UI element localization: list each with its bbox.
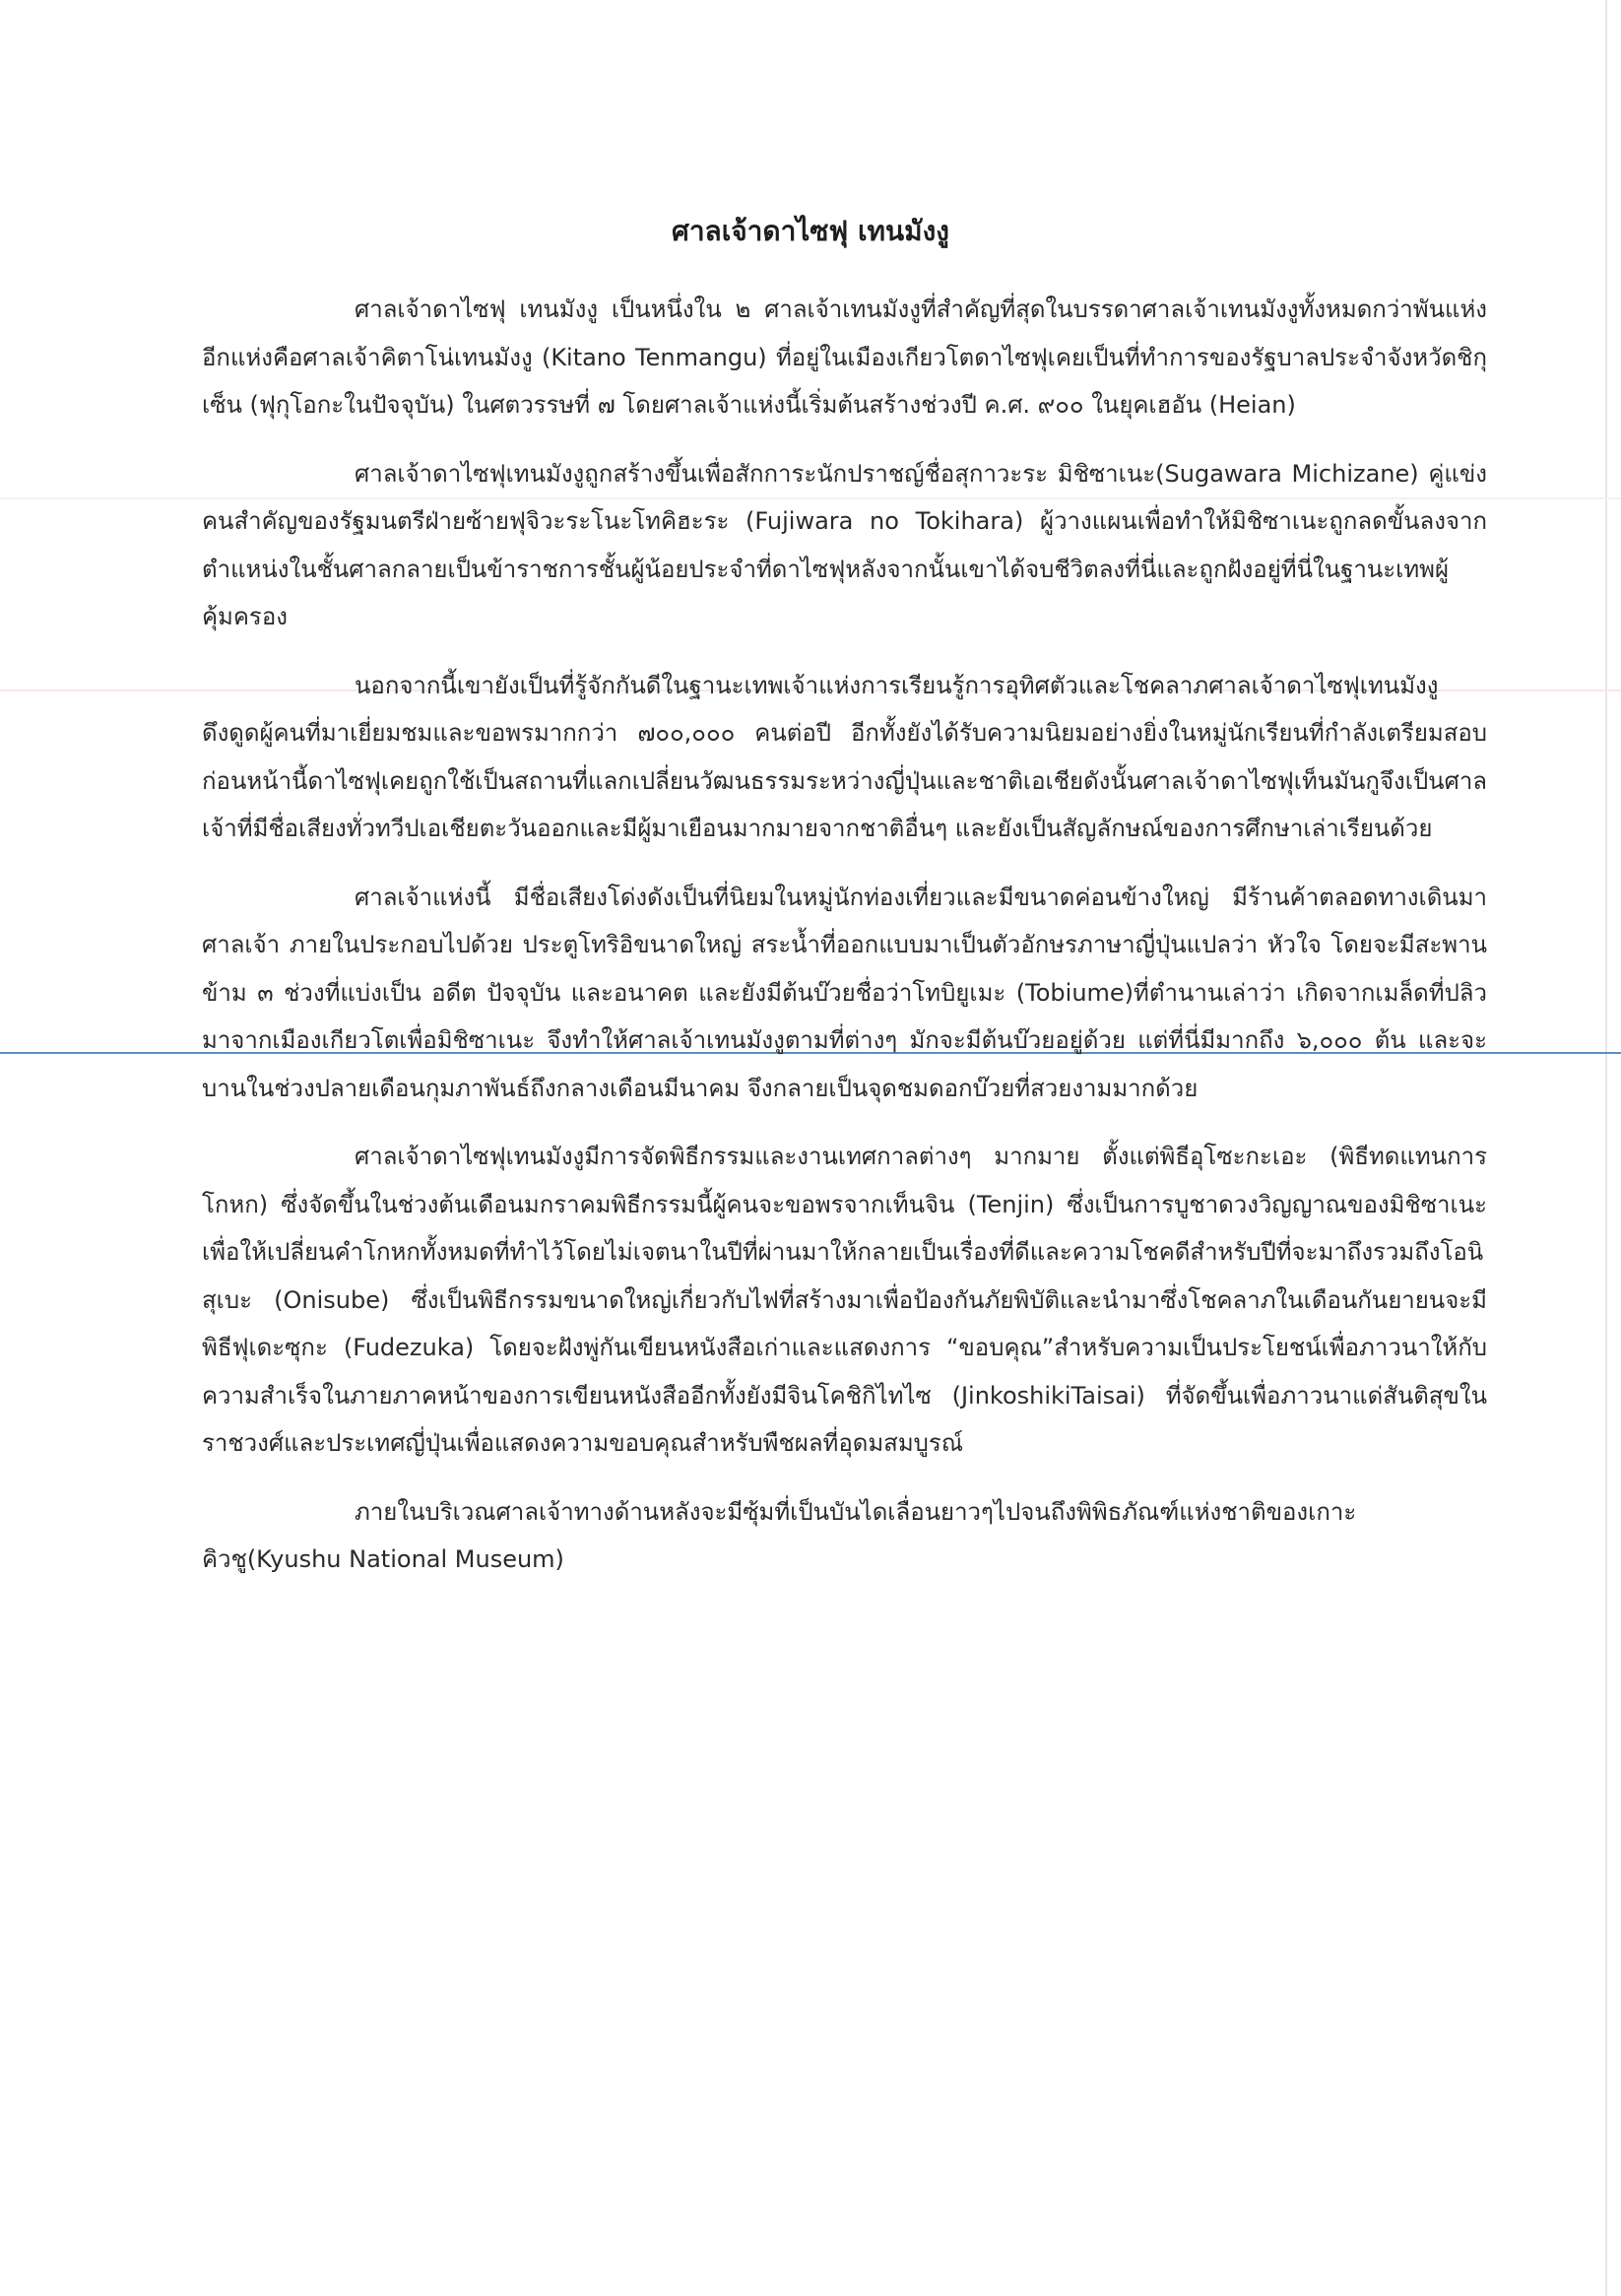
- page-edge: [1605, 0, 1607, 2296]
- paragraph-5: ศาลเจ้าดาไซฟุเทนมังงูมีการจัดพิธีกรรมและงานเทศกาลต่างๆ มากมาย ตั้งแต่พิธีอุโซะกะเอะ (พิธีทดแทนการโกหก) ซึ่งจัดขึ้นในช่วงต้นเดือนมกราคมพิธีกรรมนี้ผู้คนจะขอพรจากเท็นจิน (Tenjin) ซึ่งเป็นการบูชาดวงวิญญาณของมิชิซาเนะเพื่อให้เปลี่ยนคำโกหกทั้งหมดที่ทำไว้โดยไม่เจตนาในปีที่ผ่านมาให้กลายเป็นเรื่องที่ดีและความโชคดีสำหรับปีที่จะมาถึงรวมถึงโอนิสุเบะ (Onisube) ซึ่งเป็นพิธีกรรมขนาดใหญ่เกี่ยวกับไฟที่สร้างมาเพื่อป้องกันภัยพิบัติและนำมาซึ่งโชคลาภในเดือนกันยายนจะมีพิธีฟุเดะซุกะ (Fudezuka) โดยจะฝังพู่กันเขียนหนังสือเก่าและแสดงการ “ขอบคุณ”สำหรับความเป็นประโยชน์เพื่อภาวนาให้กับความสำเร็จในภายภาคหน้าของการเขียนหนังสืออีกทั้งยังมีจินโคชิกิไทไซ (JinkoshikiTaisai) ที่จัดขึ้นเพื่อภาวนาแด่สันติสุขในราชวงศ์และประเทศญี่ปุ่นเพื่อแสดงความขอบคุณสำหรับพืชผลที่อุดมสมบูรณ์: [202, 1143, 1487, 1457]
- paragraph-3: นอกจากนี้เขายังเป็นที่รู้จักกันดีในฐานะเทพเจ้าแห่งการเรียนรู้การอุทิศตัวและโชคลาภศาลเจ้าดาไซฟุเทนมังงู ดึงดูดผู้คนที่มาเยี่ยมชมและขอพรมากกว่า ๗๐๐,๐๐๐ คนต่อปี อีกทั้งยังได้รับความนิยมอย่างยิ่งในหมู่นักเรียนที่กำลังเตรียมสอบก่อนหน้านี้ดาไซฟุเคยถูกใช้เป็นสถานที่แลกเปลี่ยนวัฒนธรรมระหว่างญี่ปุ่นและชาติเอเชียดังนั้นศาลเจ้าดาไซฟุเท็นมันกูจึงเป็นศาลเจ้าที่มีชื่อเสียงทั่วทวีปเอเชียตะวันออกและมีผู้มาเยือนมากมายจากชาติอื่นๆ และยังเป็นสัญลักษณ์ของการศึกษาเล่าเรียนด้วย: [202, 671, 1487, 842]
- document-title: ศาลเจ้าดาไซฟุ เทนมังงู: [672, 215, 949, 247]
- paragraph-2: ศาลเจ้าดาไซฟุเทนมังงูถูกสร้างขึ้นเพื่อสักการะนักปราชญ์ชื่อสุกาวะระ มิชิซาเนะ(Sugawara Michizane) คู่แข่งคนสำคัญของรัฐมนตรีฝ่ายซ้ายฟุจิวะระโนะโทคิฮะระ (Fujiwara no Tokihara) ผู้วางแผนเพื่อทำให้มิชิซาเนะถูกลดขั้นลงจากตำแหน่งในชั้นศาลกลายเป็นข้าราชการชั้นผู้น้อยประจำที่ดาไซฟุหลังจากนั้นเขาได้จบชีวิตลงที่นี่และถูกฝังอยู่ที่นี่ในฐานะเทพผู้คุ้มครอง: [202, 459, 1487, 630]
- document-body: [202, 286, 1487, 1605]
- paragraph-6: ภายในบริเวณศาลเจ้าทางด้านหลังจะมีซุ้มที่เป็นบันไดเลื่อนยาวๆไปจนถึงพิพิธภัณฑ์แห่งชาติของเกาะคิวชู(Kyushu National Museum): [202, 1497, 1357, 1573]
- paragraph-4: ศาลเจ้าแห่งนี้ มีชื่อเสียงโด่งดังเป็นที่นิยมในหมู่นักท่องเที่ยวและมีขนาดค่อนข้างใหญ่ มีร้านค้าตลอดทางเดินมาศาลเจ้า ภายในประกอบไปด้วย ประตูโทริอิขนาดใหญ่ สระน้ำที่ออกแบบมาเป็นตัวอักษรภาษาญี่ปุ่นแปลว่า หัวใจ โดยจะมีสะพานข้าม ๓ ช่วงที่แบ่งเป็น อดีต ปัจจุบัน และอนาคต และยังมีต้นบ๊วยชื่อว่าโทบิยูเมะ (Tobiume)ที่ตำนานเล่าว่า เกิดจากเมล็ดที่ปลิวมาจากเมืองเกียวโตเพื่อมิชิซาเนะ จึงทำให้ศาลเจ้าเทนมังงูตามที่ต่างๆ มักจะมีต้นบ๊วยอยู่ด้วย แต่ที่นี่มีมากถึง ๖,๐๐๐ ต้น และจะบานในช่วงปลายเดือนกุมภาพันธ์ถึงกลางเดือนมีนาคม จึงกลายเป็นจุดชมดอกบ๊วยที่สวยงามมากด้วย: [202, 883, 1487, 1102]
- paragraph-1: ศาลเจ้าดาไซฟุ เทนมังงู เป็นหนึ่งใน ๒ ศาลเจ้าเทนมังงูที่สำคัญที่สุดในบรรดาศาลเจ้าเทนมังงูทั้งหมดกว่าพันแห่ง อีกแห่งคือศาลเจ้าคิตาโน่เทนมังงู (Kitano Tenmangu) ที่อยู่ในเมืองเกียวโตดาไซฟุเคยเป็นที่ทำการของรัฐบาลประจำจังหวัดชิกุเซ็น (ฟุกุโอกะในปัจจุบัน) ในศตวรรษที่ ๗ โดยศาลเจ้าแห่งนี้เริ่มต้นสร้างช่วงปี ค.ศ. ๙๐๐ ในยุคเฮอัน (Heian): [202, 295, 1487, 419]
